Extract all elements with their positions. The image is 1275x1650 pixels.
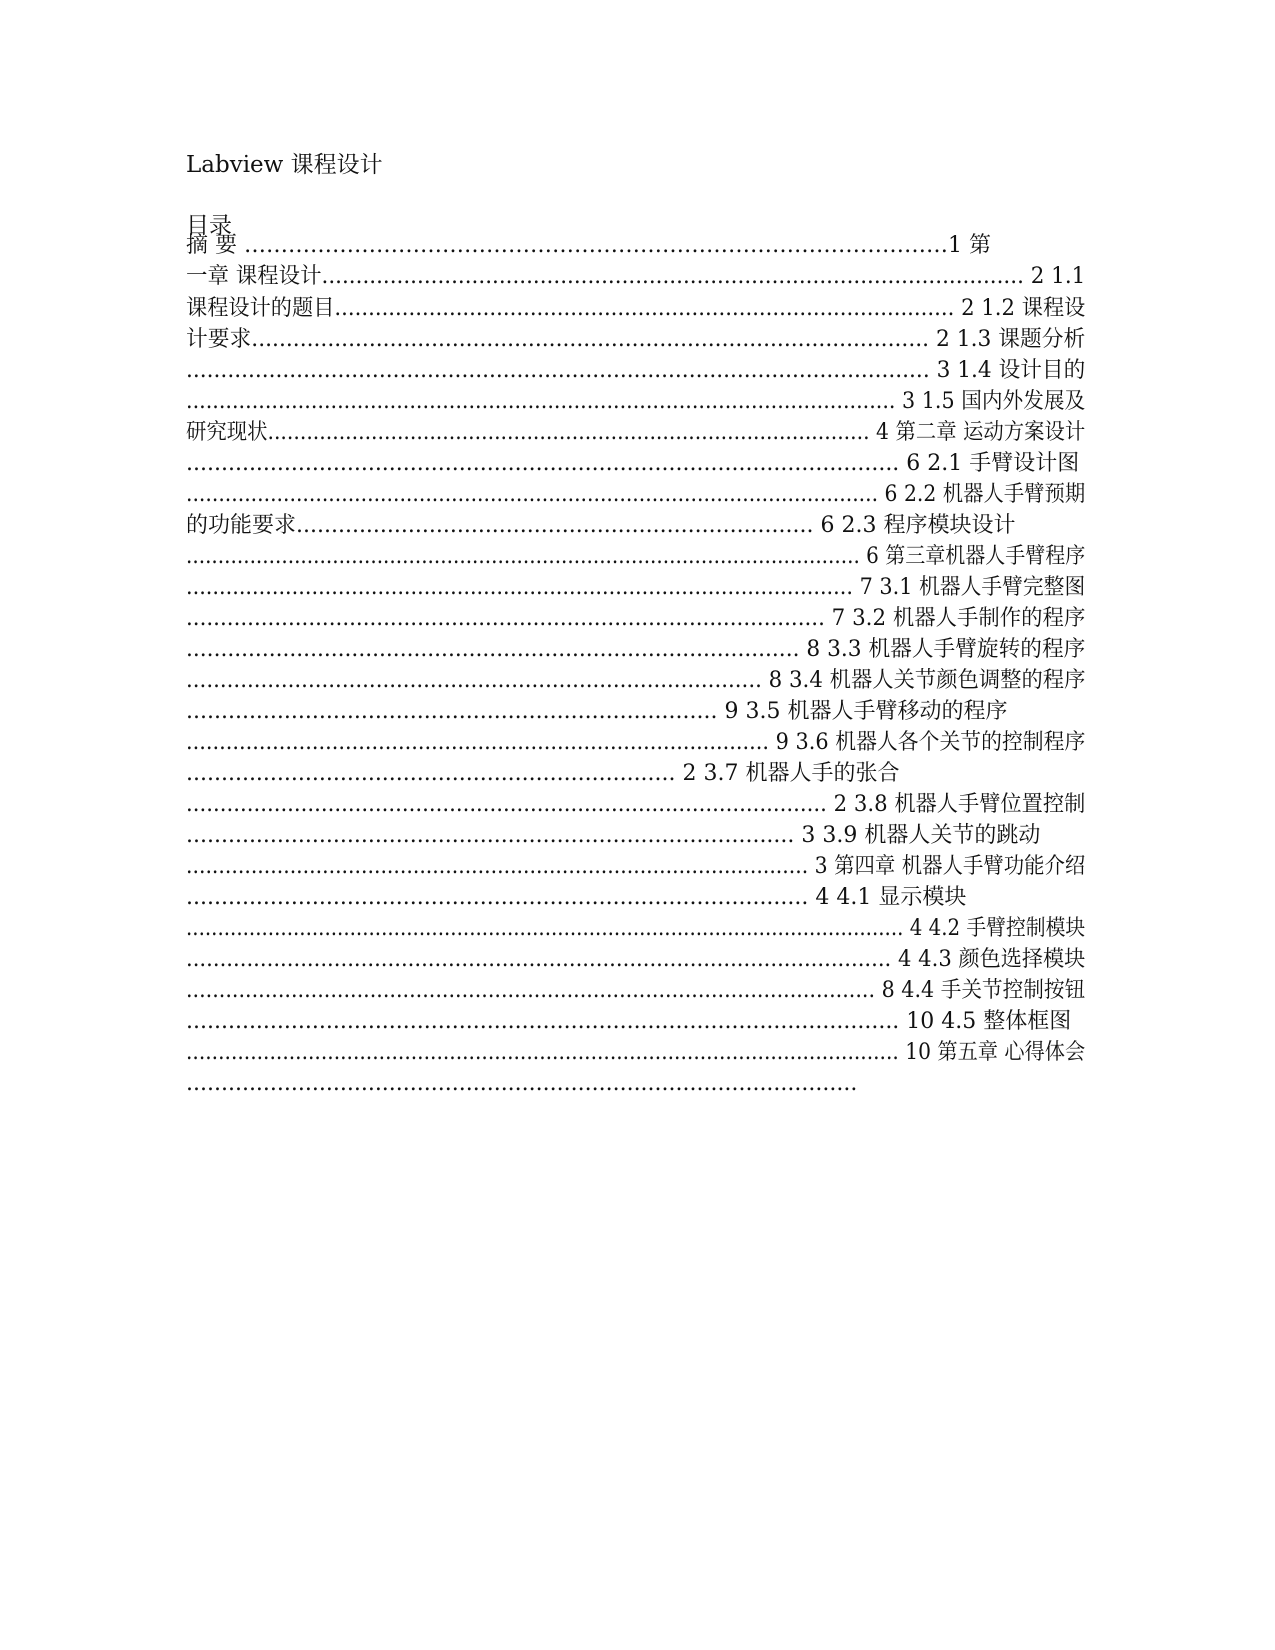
toc-line: .............................................................................................. 7 3.2 机器人手制作的程序 xyxy=(186,606,1086,631)
toc-line: ......................................................................................... 4 4.1 显示模块 xyxy=(186,885,967,910)
toc-line: ...................................................................................................... 6 2.1 手臂设计图 xyxy=(186,451,1080,476)
toc-line: ........................................................................................ 9 3.6 机器人各个关节的控制程序 xyxy=(186,730,1086,755)
toc-line: ....................................................................................... 3 3.9 机器人关节的跳动 xyxy=(186,823,1041,848)
toc-line: ........................................................................................................... 6 2.2 机器人手臂预期 xyxy=(186,482,1086,507)
toc-line: ..................................................................................... 8 3.4 机器人关节颜色调整的程序 xyxy=(186,668,1086,693)
toc-line: ...................................................................... 2 3.7 机器人手的张合 xyxy=(186,761,900,786)
toc-heading: 目录 xyxy=(186,213,232,239)
toc-line: ......................................................................................... 8 3.3 机器人手臂旋转的程序 xyxy=(186,637,1086,662)
toc-line: ............................................................................ 9 3.5 机器人手臂移动的程序 xyxy=(186,699,1008,724)
toc-line: .......................................................................................................... 6 第三章机器人手臂程序 xyxy=(186,544,1086,569)
toc-line: .................................................................................................................. 4 4.2 手臂控制模块 xyxy=(186,916,1086,941)
toc-line: ................................................................................................ 3 第四章 机器人手臂功能介绍 xyxy=(186,854,1086,879)
document-title: Labview 课程设计 xyxy=(186,152,383,178)
toc-line: ......................................................................................................... 4 4.3 颜色选择模块 xyxy=(186,947,1086,972)
toc-line: 摘 要 ……………………………………………………………………………………1 第 xyxy=(186,233,991,258)
toc-line: ............................................................................................................ 3 1.5 国内外发展及 xyxy=(186,389,1086,414)
toc-line: ............................................................................................... 2 3.8 机器人手臂位置控制 xyxy=(186,792,1086,817)
toc-line: ............................................................................................................... 10 第五章 心得体会 xyxy=(186,1040,1086,1065)
toc-line: ...................................................................................................... 10 4.5 整体框图 xyxy=(186,1009,1072,1034)
toc-line: 课程设计的题目............................................................................................ 2 1.2 课程设 xyxy=(186,296,1086,321)
toc-line: ......................................................................................................... 8 4.4 手关节控制按钮 xyxy=(186,978,1086,1003)
toc-line: 一章 课程设计....................................................................................................... 2 1.1 xyxy=(186,264,1086,289)
toc-line: 的功能要求.......................................................................... 6 2.3 程序模块设计 xyxy=(186,513,1016,538)
toc-line: ..................................................................................................... 7 3.1 机器人手臂完整图 xyxy=(186,575,1086,600)
toc-line: ................................................................................................ xyxy=(186,1071,858,1096)
toc-line: ............................................................................................................ 3 1.4 设计目的 xyxy=(186,358,1086,383)
toc-line: 研究现状............................................................................................. 4 第二章 运动方案设计 xyxy=(186,420,1086,445)
toc-line: 计要求.................................................................................................. 2 1.3 课题分析 xyxy=(186,327,1086,352)
